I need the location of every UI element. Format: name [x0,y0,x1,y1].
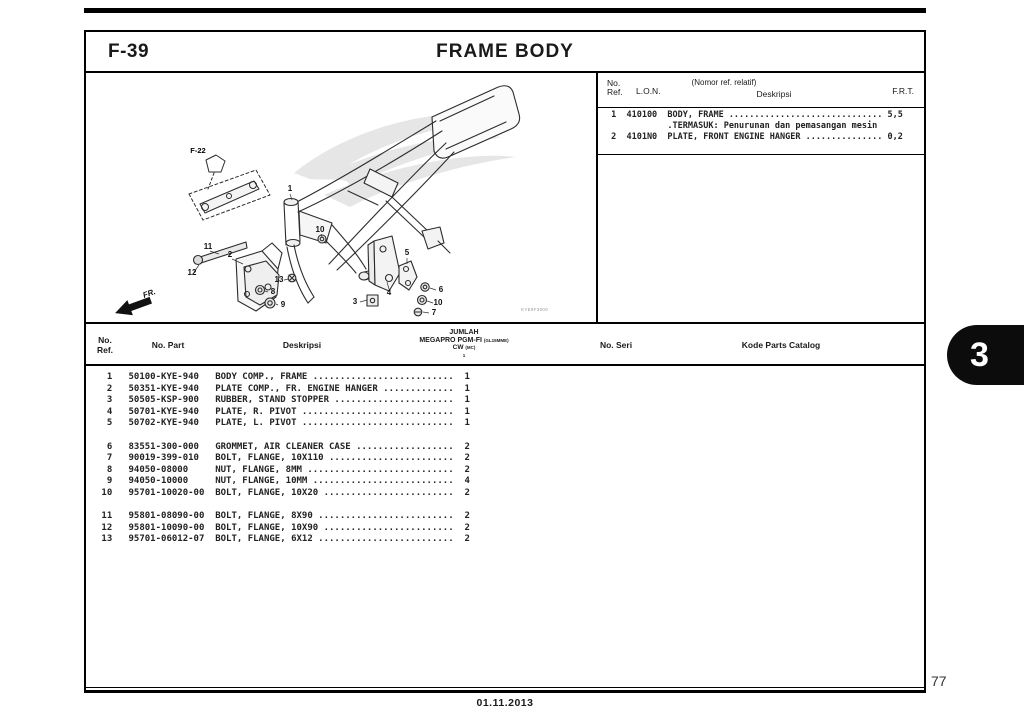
page-header [86,32,924,73]
callout-8: 8 [270,287,276,296]
ref-col-frt: F.R.T. [892,86,914,96]
parts-col-no-ref: No. Ref. [96,335,114,355]
callout-3: 3 [352,297,358,306]
parts-table-row: 11 95801-08090-00 BOLT, FLANGE, 8X90 ......................... 2 [96,511,470,522]
drawing-code: KYE9F3000 [521,307,548,312]
reference-table-header [598,73,924,108]
exploded-diagram [86,73,596,322]
ref-table-row-note: .TERMASUK: Penurunan dan pemasangan mesin [606,121,878,131]
ref-col-lon: L.O.N. [636,86,661,96]
callout-10: 10 [433,298,443,307]
callout-9: 9 [280,300,286,309]
ref-col-desc: Deskripsi [756,89,792,99]
top-rule [84,8,926,13]
reference-table [596,73,924,322]
parts-table-row: 1 50100-KYE-940 BODY COMP., FRAME .......................... 1 [96,372,470,382]
parts-table-row: 7 90019-399-010 BOLT, FLANGE, 10X110 ....................... 2 [96,453,470,464]
f22-reference-box [189,155,270,220]
callout-11: 11 [203,242,213,251]
parts-col-kode: Kode Parts Catalog [741,340,821,350]
ref-col-desc-note: (Nomor ref. relatif) [691,78,757,87]
row-group-gap [96,430,920,442]
parts-table-rows [96,372,920,546]
callout-4: 4 [386,288,392,297]
callout-6: 6 [438,285,444,294]
page-number: 77 [931,673,947,689]
callout-5: 5 [404,248,410,257]
ref-table-bottom-rule [598,154,924,155]
ref-col-no: No. Ref. [607,78,623,97]
ref-table-row: 2 4101N0 PLATE, FRONT ENGINE HANGER ............... 0,2 [606,132,903,142]
footer-date: 01.11.2013 [476,697,534,709]
callout-12: 12 [187,268,197,277]
parts-col-no-seri: No. Seri [599,340,633,350]
parts-table-header [86,322,924,366]
parts-table-row: 9 94050-10000 NUT, FLANGE, 10MM .......................... 4 [96,476,470,487]
parts-table-row: 5 50702-KYE-940 PLATE, L. PIVOT ............................ 1 [96,418,470,429]
section-tab: 3 [947,325,1024,385]
page-title: FRAME BODY [436,41,574,62]
callout-10: 10 [315,225,325,234]
page-frame [84,30,926,693]
callout-2: 2 [227,250,233,259]
parts-table-row: 13 95701-06012-07 BOLT, FLANGE, 6X12 ......................... 2 [96,534,470,545]
ref-table-rows [606,110,920,143]
fr-direction-label: FR. [141,287,157,300]
parts-table-row: 2 50351-KYE-940 PLATE COMP., FR. ENGINE HANGER ............. 1 [96,383,470,394]
parts-table-row: 8 94050-08000 NUT, FLANGE, 8MM ........................... 2 [96,464,470,475]
row-group-gap [96,500,920,512]
parts-table-row: 10 95701-10020-00 BOLT, FLANGE, 10X20 ........................ 2 [96,487,470,498]
f22-reference-label: F-22 [190,146,206,155]
parts-col-desc: Deskripsi [282,340,322,350]
figure-code: F-39 [108,41,150,62]
parts-table-row: 3 50505-KSP-900 RUBBER, STAND STOPPER ...................... 1 [96,395,470,406]
parts-col-qty: JUMLAH MEGAPRO PGM-FI (GL15MME) CW (MC) 1 [419,329,509,358]
callout-13: 13 [274,275,284,284]
callout-1: 1 [287,184,293,193]
parts-table-row: 4 50701-KYE-940 PLATE, R. PIVOT ............................ 1 [96,406,470,417]
parts-col-no-part: No. Part [151,340,185,350]
ref-table-row: 1 410100 BODY, FRAME .............................. 5,5 [606,110,903,120]
parts-table-row: 12 95801-10090-00 BOLT, FLANGE, 10X90 ........................ 2 [96,522,470,533]
callout-7: 7 [431,308,437,317]
parts-table-row: 6 83551-300-000 GROMMET, AIR CLEANER CASE .................. 2 [96,441,470,452]
